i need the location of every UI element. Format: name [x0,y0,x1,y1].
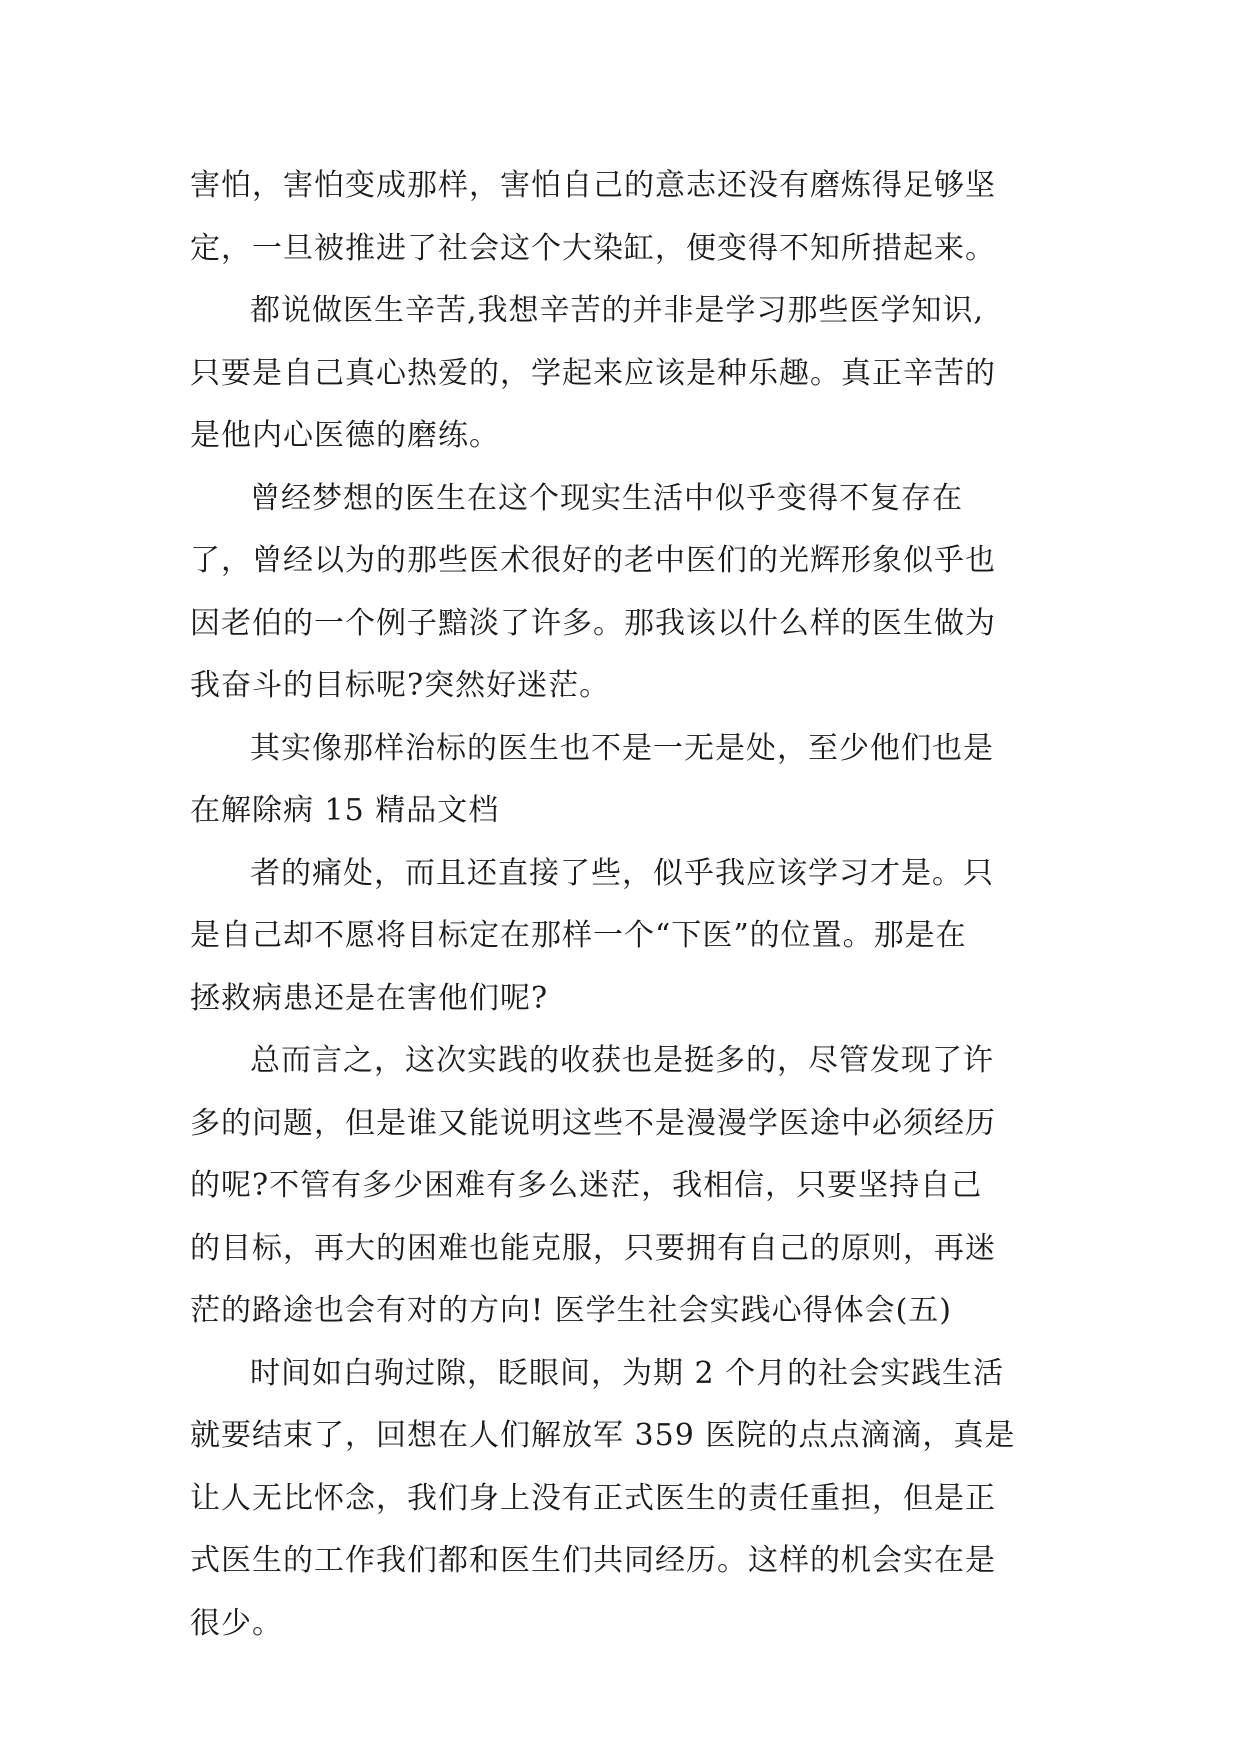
text-line: 在解除病 15 精品文档 [190,793,500,828]
text-line: 茫的路途也会有对的方向! 医学生社会实践心得体会(五) [190,1293,952,1328]
text-line: 定，一旦被推进了社会这个大染缸，便变得不知所措起来。 [190,230,996,266]
text-line: 者的痛处，而且还直接了些，似乎我应该学习才是。只 [250,855,994,891]
text-line: 很少。 [190,1605,283,1641]
text-line: 只要是自己真心热爱的，学起来应该是种乐趣。真正辛苦的 [190,355,996,391]
text-line: 时间如白驹过隙，眨眼间，为期 2 个月的社会实践生活 [250,1355,1005,1391]
text-line: 多的问题，但是谁又能说明这些不是漫漫学医途中必须经历 [190,1105,996,1141]
text-line: 拯救病患还是在害他们呢? [190,980,549,1016]
text-line: 式医生的工作我们都和医生们共同经历。这样的机会实在是 [190,1543,996,1578]
text-line: 总而言之，这次实践的收获也是挺多的，尽管发现了许 [250,1043,994,1078]
text-line: 是他内心医德的磨练。 [190,418,500,453]
text-line: 就要结束了，回想在人们解放军 359 医院的点点滴滴，真是 [190,1418,1016,1453]
text-line: 是自己却不愿将目标定在那样一个“下医”的位置。那是在 [190,918,967,953]
text-line: 其实像那样治标的医生也不是一无是处，至少他们也是 [250,730,994,766]
text-line: 曾经梦想的医生在这个现实生活中似乎变得不复存在 [250,480,963,516]
document-body [190,155,1090,1655]
text-line: 的呢?不管有多少困难有多么迷茫，我相信，只要坚持自己 [190,1168,983,1203]
text-line: 害怕，害怕变成那样，害怕自己的意志还没有磨炼得足够坚 [190,168,996,203]
text-line: 我奋斗的目标呢?突然好迷茫。 [190,668,611,703]
text-line: 的目标，再大的困难也能克服，只要拥有自己的原则，再迷 [190,1230,996,1266]
text-line: 因老伯的一个例子黯淡了许多。那我该以什么样的医生做为 [190,605,996,641]
text-line: 了，曾经以为的那些医术很好的老中医们的光辉形象似乎也 [190,543,996,578]
text-line: 都说做医生辛苦,我想辛苦的并非是学习那些医学知识, [250,293,985,328]
text-line: 让人无比怀念，我们身上没有正式医生的责任重担，但是正 [190,1480,996,1516]
